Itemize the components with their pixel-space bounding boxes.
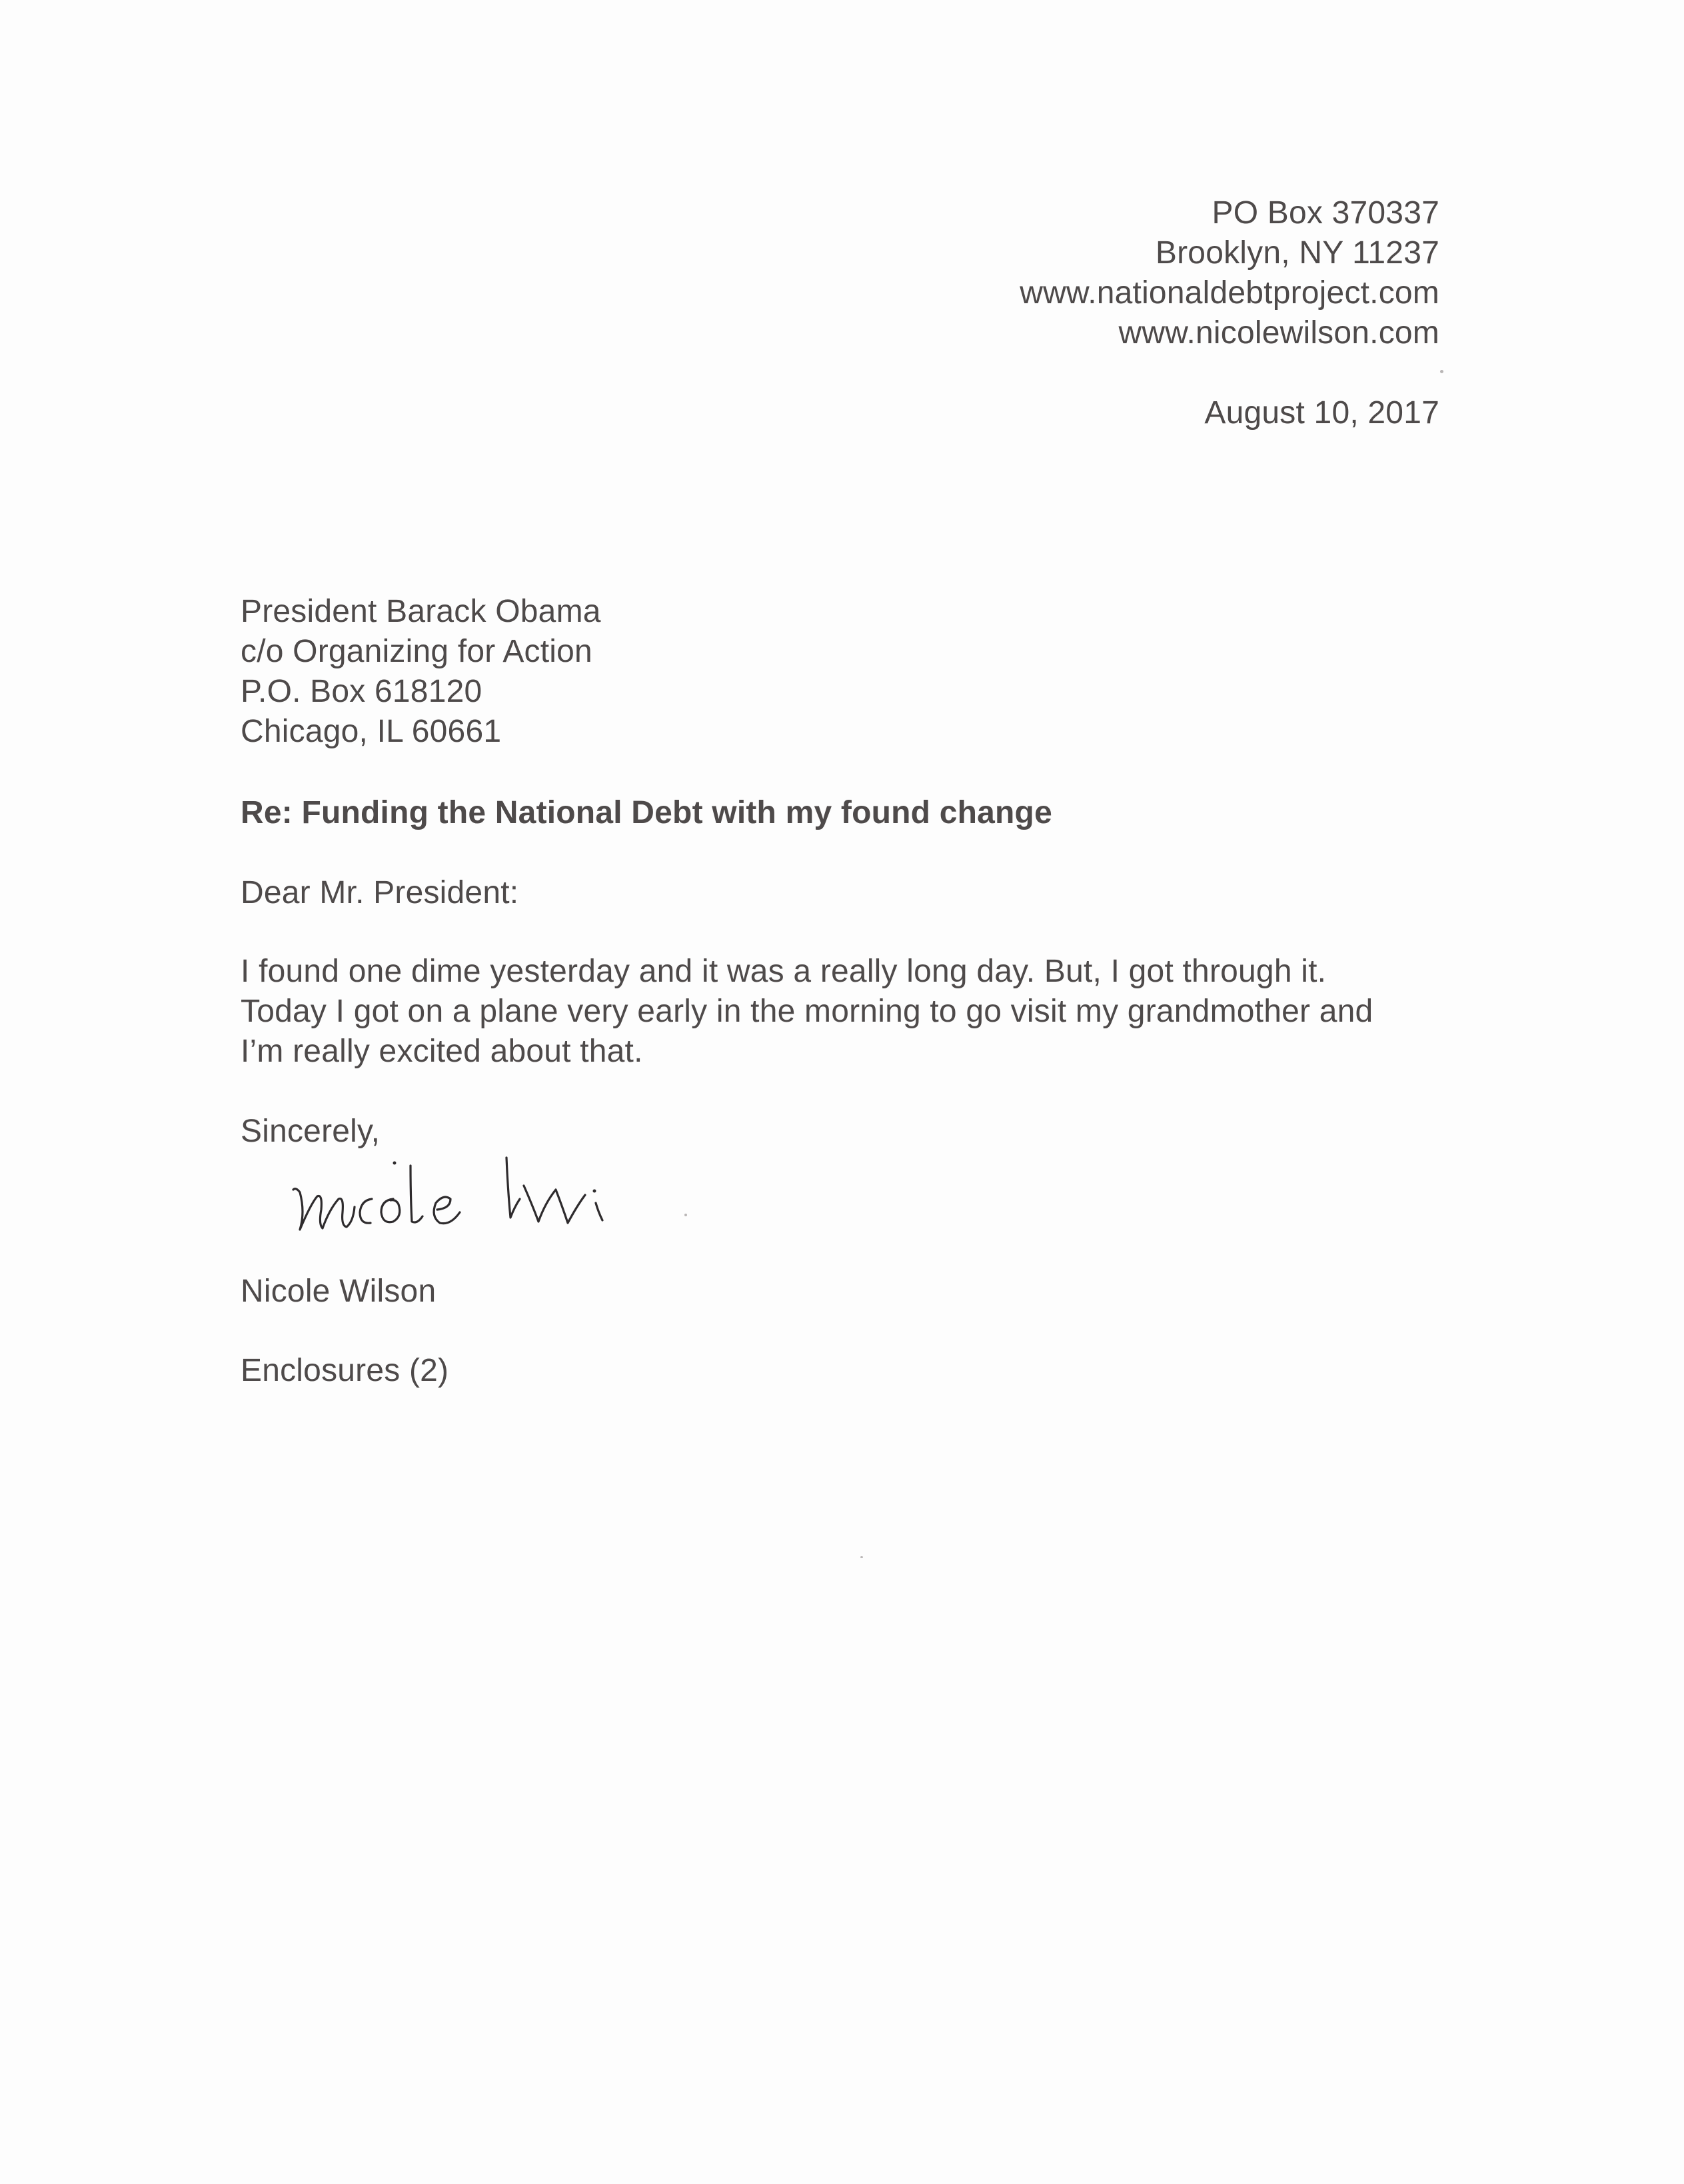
recipient-line: Chicago, IL 60661 (241, 714, 502, 749)
scan-speck (860, 1556, 863, 1558)
recipient-line: P.O. Box 618120 (241, 674, 482, 709)
return-address-line: PO Box 370337 (1212, 195, 1439, 231)
body-line: I found one dime yesterday and it was a really long day. But, I got through it. (241, 954, 1327, 989)
handwritten-signature (280, 1143, 693, 1263)
scan-speck (684, 1214, 687, 1216)
recipient-line: c/o Organizing for Action (241, 634, 592, 669)
recipient-address (241, 592, 601, 752)
return-address (1020, 193, 1439, 353)
letter-date: August 10, 2017 (1204, 395, 1439, 431)
letter-body (241, 952, 1453, 1072)
subject-line: Re: Funding the National Debt with my found change (241, 795, 1052, 830)
return-address-line: www.nationaldebtproject.com (1020, 275, 1439, 311)
return-address-line: Brooklyn, NY 11237 (1155, 235, 1439, 271)
signer-name: Nicole Wilson (241, 1274, 436, 1309)
body-line: Today I got on a plane very early in the morning to go visit my grandmother and (241, 994, 1373, 1029)
recipient-line: President Barack Obama (241, 594, 601, 629)
salutation: Dear Mr. President: (241, 875, 519, 910)
body-line: I’m really excited about that. (241, 1034, 643, 1069)
return-address-line: www.nicolewilson.com (1118, 315, 1439, 351)
scan-speck (1440, 370, 1443, 373)
enclosures-note: Enclosures (2) (241, 1353, 449, 1388)
closing: Sincerely, (241, 1114, 381, 1149)
